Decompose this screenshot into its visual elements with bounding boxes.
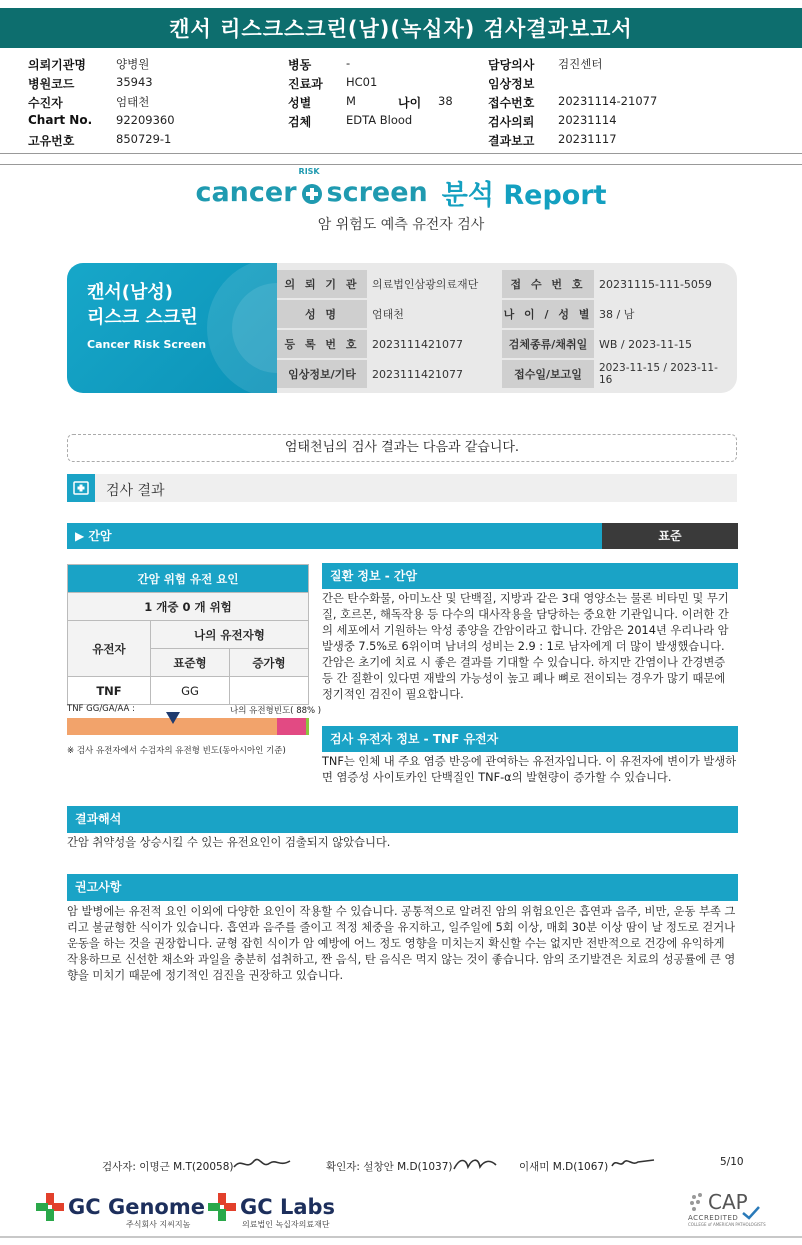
label-doctor: 담당의사 xyxy=(488,58,535,72)
logo-risk-text: RISK xyxy=(298,167,320,176)
report-title: 캔서 리스크스크린(남)(녹십자) 검사결과보고서 xyxy=(0,8,802,48)
page-number: 5/10 xyxy=(720,1156,744,1168)
confirmer-signature-mark xyxy=(452,1155,498,1173)
value-unique-no: 850729-1 xyxy=(116,132,172,146)
info-value-specimen: WB / 2023-11-15 xyxy=(599,337,693,351)
gc-labs-name: GC Labs xyxy=(240,1195,336,1219)
label-receipt-no: 접수번호 xyxy=(488,96,535,110)
cap-logo xyxy=(688,1190,766,1227)
gene-info-title: 검사 유전자 정보 - TNF 유전자 xyxy=(322,726,738,752)
interpretation-title: 결과해석 xyxy=(67,806,738,833)
gc-labs-logo xyxy=(208,1193,335,1221)
label-chart-no: Chart No. xyxy=(28,113,93,127)
value-sex: M xyxy=(346,94,356,108)
freq-bar-end xyxy=(306,718,309,735)
freq-bar-rest xyxy=(277,718,306,735)
logo-screen-text: screen xyxy=(326,176,428,208)
value-department: HC01 xyxy=(346,75,378,89)
freq-left-label: TNF GG/GA/AA : xyxy=(67,704,135,714)
cap-accredited: ACCREDITED xyxy=(688,1214,739,1222)
header-col2 xyxy=(288,56,453,132)
my-genotype-header: 나의 유전자형 xyxy=(151,621,309,649)
info-label-specimen: 검체종류/채취일 xyxy=(502,330,594,358)
info-value-receipt-no: 20231115-111-5059 xyxy=(599,277,712,291)
card-subtitle: Cancer Risk Screen xyxy=(87,338,207,351)
header-col1 xyxy=(28,56,175,151)
card-title-line1: 캔서(남성) xyxy=(87,282,174,303)
medical-plus-icon xyxy=(67,474,95,502)
label-clinical-info: 임상정보 xyxy=(488,77,535,91)
label-requesting-institution: 의뢰기관명 xyxy=(28,58,86,72)
gene-table-title: 간암 위험 유전 요인 xyxy=(68,565,309,593)
report-subtitle: 암 위험도 예측 유전자 검사 xyxy=(317,217,485,233)
gene-risk-table xyxy=(67,564,309,705)
result-section-title: 검사 결과 xyxy=(106,483,165,499)
label-test-request: 검사의뢰 xyxy=(488,115,535,129)
info-label-clinical: 임상정보/기타 xyxy=(277,360,367,388)
logo-plus-icon xyxy=(298,167,323,203)
gene-info-text: TNF는 인체 내 주요 염증 반응에 관여하는 유전자입니다. 이 유전자에 변이가 발생하면 염증성 사이토카인 단백질인 TNF-α의 발현량이 증가할 수 있습니다. xyxy=(322,755,737,784)
value-result-report: 20231117 xyxy=(558,132,617,146)
disease-info-text: 간은 탄수화물, 아미노산 및 단백질, 지방과 같은 3대 영양소는 물론 비타민 및 무기질, 호르몬, 해독작용 등 다수의 대사작용을 담당하는 중요한 기관입니다. 이러한 간의 세포에서 기원하는 악성 종양을 간암이라고 합니다. 간암은 2014년 우리나라 암 발생중 7.5%로 6위이며 남녀의 성비는 2.9 : 1로 남자에게 더 많이 발생했습니다. 간암은 초기에 치료 시 좋은 결과를 기대할 수 있습니다. 하지만 간염이나 간경변증 등 간 질환이 있다면 재발의 가능성이 높고 폐나 뼈로 전이되는 경우가 많기 때문에 정기적인 검진이 필요합니다. xyxy=(322,592,729,701)
card-title-line2: 리스크 스크린 xyxy=(87,307,198,328)
gc-labs-sub: 의료법인 녹십자의료재단 xyxy=(242,1220,330,1229)
third-signature: 이새미 M.D(1067) xyxy=(519,1161,609,1173)
info-value-institution: 의료법인삼광의료재단 xyxy=(372,278,479,291)
liver-cancer-label: ▶ 간암 xyxy=(75,529,112,543)
standard-type-header: 표준형 xyxy=(151,649,230,677)
card-title xyxy=(87,280,198,330)
cancer-screen-logo xyxy=(0,167,802,212)
intro-message: 엄태천님의 검사 결과는 다음과 같습니다. xyxy=(67,434,737,462)
value-patient: 엄태천 xyxy=(116,95,150,109)
disease-info-title: 질환 정보 - 간암 xyxy=(322,563,738,589)
info-label-age-sex: 나 이 / 성 별 xyxy=(502,300,594,328)
gene-table-count: 1 개중 0 개 위험 xyxy=(68,593,309,621)
gc-genome-name: GC Genome xyxy=(68,1195,205,1219)
recommendation-text: 암 발병에는 유전적 요인 이외에 다양한 요인이 작용할 수 있습니다. 공통적으로 알려진 암의 위험요인은 흡연과 음주, 비만, 운동 부족 그리고 불균형한 식이가 있습니다. 흡연과 음주를 줄이고 적정 체중을 유지하고, 일주일에 5회 이상, 매회 30분 이상 땀이 날 정도로 걷거나 운동을 하는 것을 권장합니다. 균형 잡힌 식이가 암 예방에 어느 정도 영향을 미치는지 확신할 수는 없지만 전반적으로 건강에 유익하게 작용하므로 신선한 채소와 과일을 충분히 섭취하고, 짠 음식, 탄 음식은 먹지 않는 것이 좋습니다. 암의 조기발견은 치료의 성공률에 큰 영향을 미치기 때문에 정기적인 검진을 권장하고 있습니다. xyxy=(67,905,736,982)
value-doctor: 검진센터 xyxy=(558,57,603,71)
info-value-dates: 2023-11-15 / 2023-11-16 xyxy=(599,362,718,386)
liver-cancer-bar xyxy=(67,523,602,549)
recommendation-title: 권고사항 xyxy=(67,874,738,901)
header-col3 xyxy=(488,56,657,151)
value-hospital-code: 35943 xyxy=(116,75,153,89)
logo-report-text: 분석 Report xyxy=(441,179,607,211)
freq-bar xyxy=(67,718,309,735)
label-age: 나이 xyxy=(398,96,422,110)
genotype-marker-icon xyxy=(166,712,180,724)
info-label-name: 성 명 xyxy=(277,300,367,328)
liver-status-badge: 표준 xyxy=(602,523,738,549)
value-requesting-institution: 양병원 xyxy=(116,57,150,71)
label-unique-no: 고유번호 xyxy=(28,134,75,148)
label-sex: 성별 xyxy=(288,96,312,110)
value-test-request: 20231114 xyxy=(558,113,617,127)
freq-note: ※ 검사 유전자에서 수검자의 유전형 빈도(동아시아인 기준) xyxy=(67,746,286,756)
info-label-institution: 의 뢰 기 관 xyxy=(277,270,367,298)
logo-cancer-text: cancer xyxy=(195,176,297,208)
header-divider-top xyxy=(0,153,802,154)
label-department: 진료과 xyxy=(288,77,323,91)
label-result-report: 결과보고 xyxy=(488,134,535,148)
interpretation-text: 간암 취약성을 상승시킬 수 있는 유전요인이 검출되지 않았습니다. xyxy=(67,836,391,849)
standard-genotype-cell: GG xyxy=(151,677,230,705)
header-divider-bottom xyxy=(0,164,802,165)
info-value-reg-no: 2023111421077 xyxy=(372,337,463,351)
gene-col-header: 유전자 xyxy=(68,621,151,677)
gene-name-cell: TNF xyxy=(68,677,151,705)
value-receipt-no: 20231114-21077 xyxy=(558,94,658,108)
info-value-name: 엄태천 xyxy=(372,308,404,321)
product-card xyxy=(67,263,277,393)
page-bottom-border xyxy=(0,1236,802,1238)
gc-genome-logo xyxy=(36,1193,205,1221)
result-section-header xyxy=(67,474,737,502)
label-ward: 병동 xyxy=(288,58,312,72)
confirmer-signature: 확인자: 설창안 M.D(1037) xyxy=(326,1161,453,1173)
tester-signature-mark xyxy=(232,1155,292,1173)
gc-cross-icon xyxy=(36,1193,64,1221)
cap-title: CAP xyxy=(708,1190,748,1214)
gc-labs-cross-icon xyxy=(208,1193,236,1221)
info-label-reg-no: 등 록 번 호 xyxy=(277,330,367,358)
value-ward: - xyxy=(346,56,351,70)
third-signature-mark xyxy=(610,1156,656,1170)
cap-dots-icon xyxy=(688,1191,708,1213)
increased-type-header: 증가형 xyxy=(229,649,308,677)
label-patient: 수진자 xyxy=(28,96,63,110)
info-grid xyxy=(277,270,727,388)
gc-genome-sub: 주식회사 지씨지놈 xyxy=(126,1220,191,1229)
value-specimen: EDTA Blood xyxy=(346,113,413,127)
value-chart-no: 92209360 xyxy=(116,113,175,127)
increased-genotype-cell xyxy=(229,677,308,705)
value-age: 38 xyxy=(438,94,453,108)
label-hospital-code: 병원코드 xyxy=(28,77,75,91)
cap-check-icon xyxy=(742,1206,760,1220)
freq-right-label: 나의 유전형빈도( 88% ) xyxy=(230,706,322,716)
cap-small-text: COLLEGE of AMERICAN PATHOLOGISTS xyxy=(688,1222,766,1227)
info-label-receipt-no: 접 수 번 호 xyxy=(502,270,594,298)
info-value-clinical: 2023111421077 xyxy=(372,367,463,381)
info-value-age-sex: 38 / 남 xyxy=(599,308,635,321)
tester-signature: 검사자: 이명근 M.T(20058) xyxy=(102,1161,234,1173)
label-specimen: 검체 xyxy=(288,115,312,129)
info-label-dates: 접수일/보고일 xyxy=(502,360,594,388)
